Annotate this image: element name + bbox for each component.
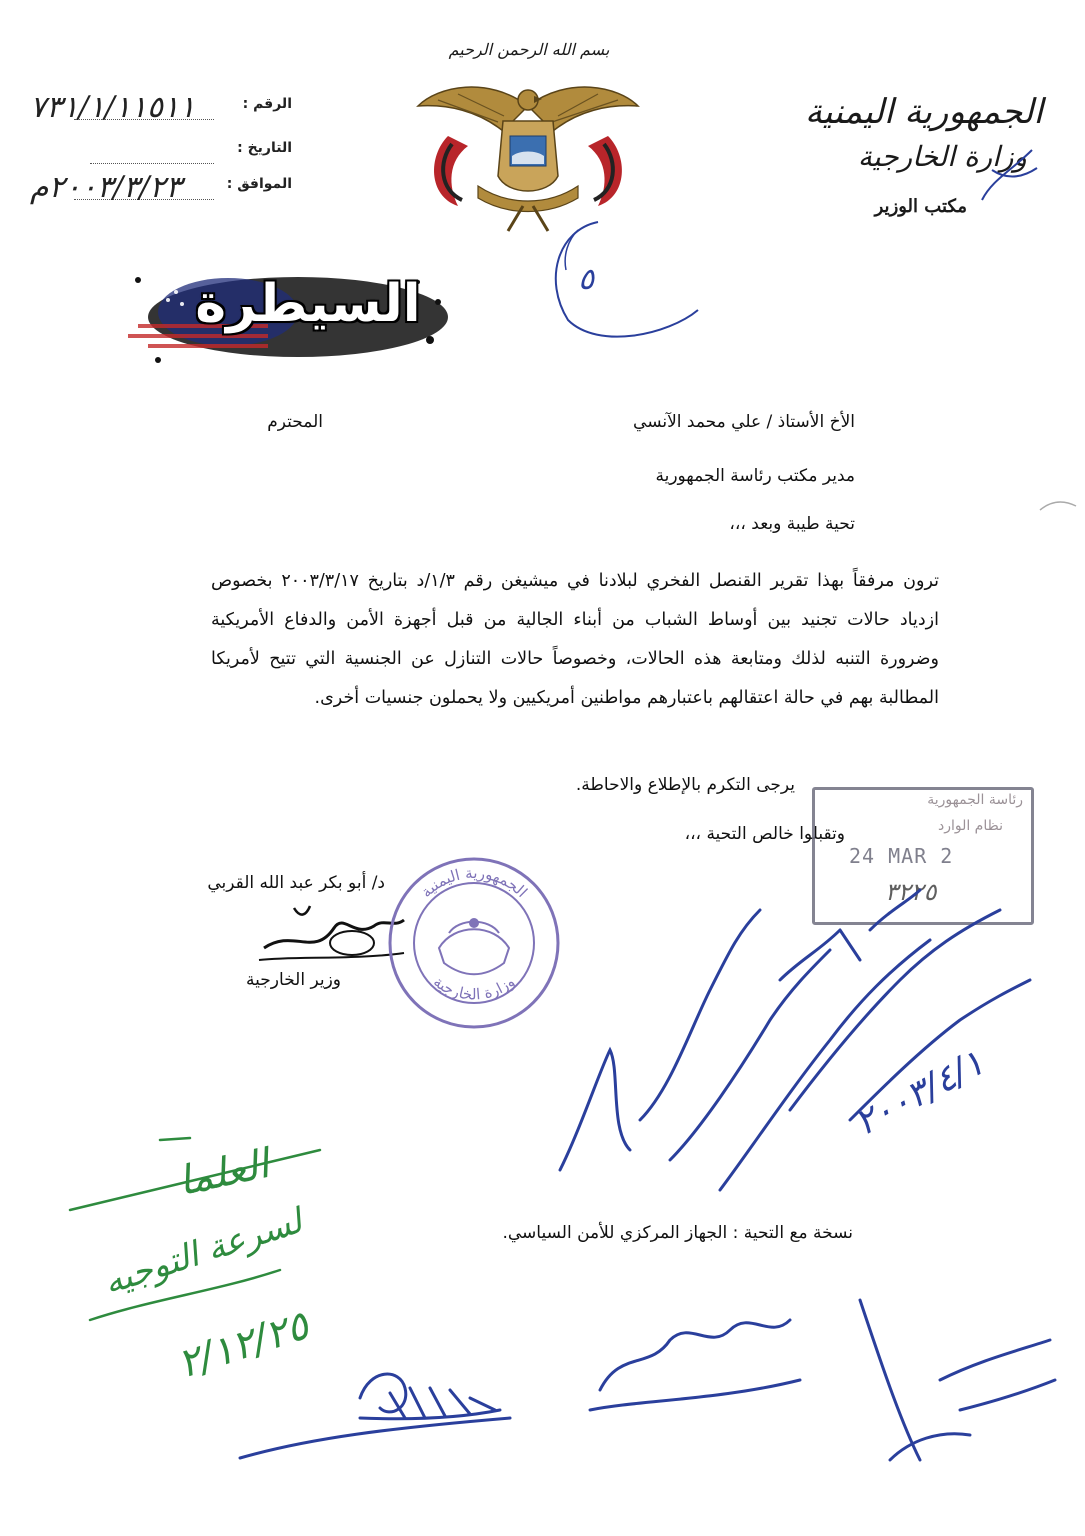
reference-date-dots — [90, 163, 214, 164]
reference-corresponding-row — [30, 172, 292, 216]
basmala: بسم الله الرحمن الرحيم — [448, 40, 610, 59]
green-note-date: ٢/١٢/٢٥ — [172, 1302, 315, 1388]
reference-date-label: التاريخ : — [237, 140, 292, 156]
ministry-seal-icon — [384, 853, 564, 1033]
signatory-title: وزير الخارجية — [246, 970, 341, 990]
seal-bottom-text: وزارة الخارجية — [429, 972, 519, 1004]
reference-number-row — [30, 92, 292, 136]
watermark-logo — [118, 262, 448, 372]
reference-number-value: ٧٣١/١/١١٥١١ — [30, 90, 196, 125]
ministry-handwritten-mark-icon — [972, 140, 1042, 210]
stamp-number: ٣٢٢٥ — [885, 878, 937, 906]
letter-body: ترون مرفقاً بهذا تقرير القنصل الفخري لبلادنا في ميشيغن رقم ١/٣/د بتاريخ ٢٠٠٣/٣/١٧ بخصوص ازدياد حالات تجنيد بين أوساط الشباب من أبناء الجالية من قبل أجهزة الأمن والدفاع الأمريكية وضرورة التنبه لذلك ومتابعة هذه الحالات، وخصوصاً حالات التنازل عن الجنسية التي تتيح لأمريكا المطالبة بهم في حالة اعتقالهم باعتبارهم مواطنين أمريكيين ولا يحملون جنسيات أخرى. — [211, 571, 940, 708]
greeting: تحية طيبة وبعد ،،، — [729, 514, 855, 534]
blue-handwritten-date: ٢٠٠٣/٤/١ — [848, 1042, 992, 1145]
closing-line: وتقبلوا خالص التحية ،،، — [684, 824, 845, 844]
watermark-logo-text: السيطرة — [195, 274, 421, 334]
svg-text:وزارة الخارجية — [430, 973, 518, 1004]
reference-corresponding-label: الموافق : — [226, 176, 292, 192]
ministry-line-minister-office: مكتب الوزير — [874, 196, 967, 217]
reference-number-label: الرقم : — [242, 96, 292, 112]
handwritten-circle-mark-icon — [538, 210, 708, 350]
reference-corresponding-value: ٢٠٠٣/٣/٢٣م — [30, 170, 182, 205]
green-note-line2: لسرعة التوجيه — [98, 1201, 308, 1303]
stamp-organization: رئاسة الجمهورية — [927, 792, 1023, 808]
stamp-department: نظام الوارد — [937, 818, 1003, 834]
blue-lower-scrawl-icon — [560, 1260, 1060, 1500]
recipient-honorific: المحترم — [267, 412, 323, 432]
ministry-line-foreign-affairs: وزارة الخارجية — [857, 140, 1027, 173]
recipient-title: مدير مكتب رئاسة الجمهورية — [655, 466, 855, 486]
cc-line: نسخة مع التحية : الجهاز المركزي للأمن السياسي. — [502, 1223, 853, 1243]
page-edge-mark-icon — [1038, 496, 1078, 516]
recipient-line: الأخ الأستاذ / علي محمد الآنسي — [633, 412, 855, 432]
signatory-name: د/ أبو بكر عبد الله القربي — [207, 873, 385, 893]
green-note-line1: العلما — [174, 1141, 273, 1205]
request-line: يرجى التكرم بالإطلاع والاحاطة. — [575, 775, 795, 795]
handwritten-margin-number: ٥ — [578, 262, 595, 297]
stamp-date: 24 MAR 2 — [849, 844, 954, 868]
ministry-line-republic: الجمهورية اليمنية — [804, 92, 1043, 132]
seal-top-text: الجمهورية اليمنية — [417, 863, 531, 902]
